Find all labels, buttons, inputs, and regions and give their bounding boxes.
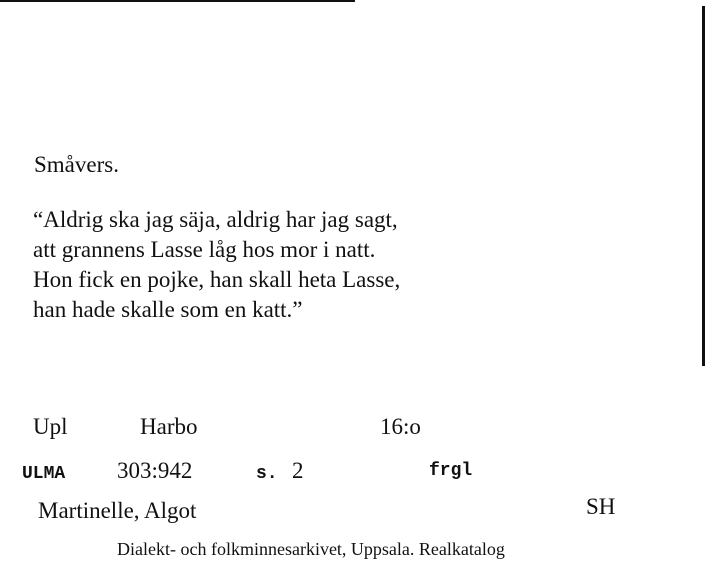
record-number-field: 303:942 (117, 458, 193, 483)
initials-field: SH (586, 494, 616, 519)
verse-line: han hade skalle som en katt.” (33, 297, 303, 322)
verse-line: Hon fick en pojke, han skall heta Lasse, (33, 267, 401, 292)
code-field: 16:o (380, 414, 421, 439)
page-prefix-field: s. (256, 464, 278, 484)
top-border-line (0, 0, 355, 2)
parish-field: Harbo (140, 414, 198, 439)
category-field: frgl (429, 461, 473, 481)
archive-footer: Dialekt- och folkminnesarkivet, Uppsala. Realkatalog (117, 539, 505, 559)
verse-line: att grannens Lasse låg hos mor i natt. (33, 237, 376, 262)
page-number-field: 2 (292, 458, 304, 483)
recorder-field: Martinelle, Algot (38, 498, 197, 523)
province-field: Upl (33, 414, 68, 439)
right-border-line (702, 6, 705, 366)
verse-text (33, 205, 400, 325)
verse-line: “Aldrig ska jag säja, aldrig har jag sagt, (33, 207, 398, 232)
card-title: Småvers. (34, 152, 119, 177)
archive-field: ULMA (22, 464, 66, 484)
